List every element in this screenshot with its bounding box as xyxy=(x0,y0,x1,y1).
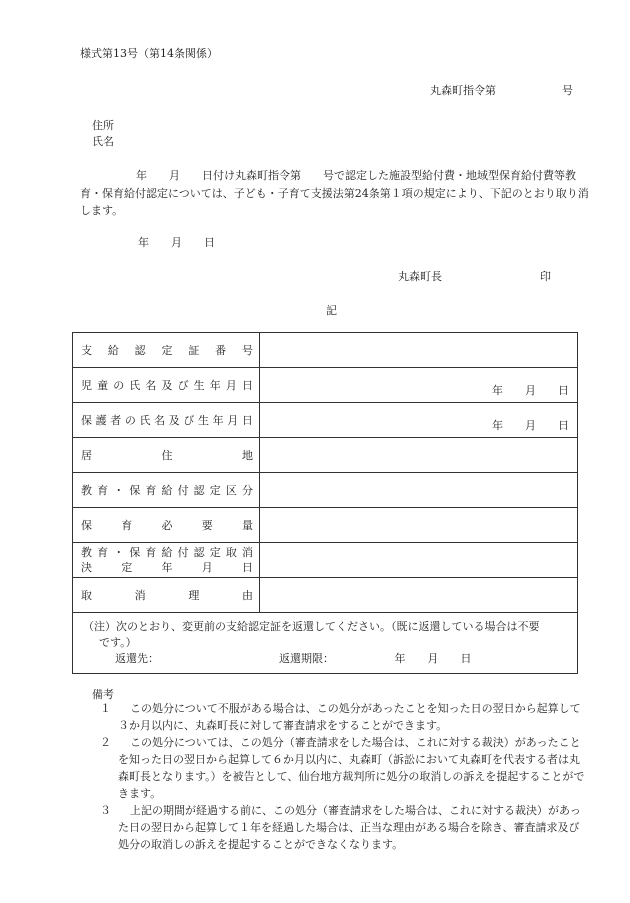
label-char: 取 xyxy=(81,589,92,602)
remark-number: １ xyxy=(100,702,111,715)
row-label-text xyxy=(81,482,253,498)
label-char: 消 xyxy=(241,546,253,559)
birth-date-placeholder: 年 月 日 xyxy=(492,419,569,432)
label-char: 月 xyxy=(225,379,237,392)
recipient-block xyxy=(92,118,114,150)
row-value xyxy=(260,368,578,403)
remark-item xyxy=(100,734,590,802)
label-char: 区 xyxy=(225,484,237,497)
label-char: 護 xyxy=(95,414,107,427)
label-char: 年 xyxy=(212,414,224,427)
table-row xyxy=(73,543,578,578)
label-char: 給 xyxy=(107,344,119,357)
label-char: 認 xyxy=(193,484,205,497)
row-label xyxy=(73,578,260,613)
label-char: 教 xyxy=(81,546,92,559)
label-char: 年 xyxy=(209,379,221,392)
note-line-1: （注）次のとおり、変更前の支給認定証を返還してください。（既に返還している場合は不要 xyxy=(83,620,540,633)
label-char: 及 xyxy=(168,414,180,427)
birth-date-placeholder: 年 月 日 xyxy=(492,384,569,397)
table-row xyxy=(73,403,578,438)
label-char: ・ xyxy=(113,546,125,559)
label-char: の xyxy=(124,414,136,427)
remark-text: この処分について不服がある場合は、この処分があったことを知った日の翌日から起算して３か月以内に、丸森町長に対して審査請求をすることができます。 xyxy=(118,702,581,732)
remarks-list xyxy=(100,700,590,853)
label-char: 生 xyxy=(193,379,205,392)
label-char: び xyxy=(183,414,195,427)
return-deadline-label: 返還期限： 年 月 日 xyxy=(279,652,472,665)
label-char: 名 xyxy=(154,414,166,427)
label-char: 育 xyxy=(97,546,109,559)
label-char: 定 xyxy=(209,484,221,497)
label-char: 名 xyxy=(145,379,157,392)
return-note xyxy=(73,613,578,674)
label-char: 育 xyxy=(97,484,109,497)
label-char: 付 xyxy=(177,546,189,559)
table-row xyxy=(73,438,578,473)
label-char: 定 xyxy=(161,344,173,357)
label-char: ・ xyxy=(113,484,125,497)
row-label-text xyxy=(81,517,253,533)
issuer-title: 丸森町長 xyxy=(398,270,442,283)
label-char: 分 xyxy=(241,484,253,497)
row-label xyxy=(73,438,260,473)
table-row xyxy=(73,578,578,613)
label-char: 児 xyxy=(81,379,92,392)
label-char: 号 xyxy=(241,344,253,357)
label-char: 日 xyxy=(242,561,253,574)
document-number-label: 丸森町指令第 xyxy=(430,84,496,97)
address-label: 住所 xyxy=(92,119,114,132)
row-value xyxy=(260,543,578,578)
label-char: 住 xyxy=(161,449,173,462)
label-char: 及 xyxy=(161,379,173,392)
table-row xyxy=(73,333,578,368)
label-char: び xyxy=(177,379,189,392)
label-char: 由 xyxy=(241,589,253,602)
label-char: 証 xyxy=(188,344,200,357)
note-line-2: です。） xyxy=(99,636,137,649)
return-to-label: 返還先： xyxy=(115,652,159,665)
body-paragraph xyxy=(80,167,590,220)
label-char: 年 xyxy=(161,561,173,574)
row-label-text xyxy=(81,560,253,575)
label-char: 定 xyxy=(121,561,133,574)
label-char: 取 xyxy=(225,546,237,559)
row-label xyxy=(73,543,260,578)
remark-number: ２ xyxy=(100,736,111,749)
document-number-suffix: 号 xyxy=(562,84,573,97)
label-char: 番 xyxy=(215,344,227,357)
label-char: 定 xyxy=(209,546,221,559)
return-info xyxy=(83,651,571,667)
label-char: 保 xyxy=(129,484,141,497)
row-value xyxy=(260,473,578,508)
row-label-text xyxy=(81,342,253,358)
label-char: 育 xyxy=(145,546,157,559)
row-label xyxy=(73,403,260,438)
table-row xyxy=(73,368,578,403)
row-label xyxy=(73,508,260,543)
remark-number: ３ xyxy=(100,804,111,817)
label-char: 付 xyxy=(177,484,189,497)
row-label-text xyxy=(81,412,253,428)
label-char: 必 xyxy=(161,519,173,532)
row-label xyxy=(73,333,260,368)
label-char: の xyxy=(113,379,125,392)
label-char: 月 xyxy=(227,414,239,427)
remark-item xyxy=(100,700,590,734)
certification-table xyxy=(72,332,578,674)
name-label: 氏名 xyxy=(92,135,114,148)
label-char: 認 xyxy=(134,344,146,357)
table-row xyxy=(73,508,578,543)
row-value xyxy=(260,578,578,613)
label-char: 生 xyxy=(198,414,209,427)
label-char: 消 xyxy=(134,589,146,602)
row-label xyxy=(73,368,260,403)
label-char: 氏 xyxy=(139,414,151,427)
label-char: 認 xyxy=(193,546,205,559)
remark-text: この処分については、この処分（審査請求をした場合は、これに対する裁決）があったことを知った日の翌日から起算して６か月以内に、丸森町（訴訟において丸森町を代表する者は丸森町長となります。）を被告として、仙台地方裁判所に処分の取消しの訴えを提起することができます。 xyxy=(118,736,585,800)
label-char: 日 xyxy=(241,379,253,392)
note-row xyxy=(73,613,578,674)
row-label-text xyxy=(81,447,253,463)
label-char: 給 xyxy=(161,546,173,559)
row-value xyxy=(260,508,578,543)
seal-mark: 印 xyxy=(540,270,551,283)
label-char: 保 xyxy=(129,546,141,559)
label-char: 者 xyxy=(110,414,122,427)
label-char: 氏 xyxy=(129,379,141,392)
label-char: 居 xyxy=(81,449,92,462)
label-char: 教 xyxy=(81,484,92,497)
label-char: 日 xyxy=(241,414,253,427)
label-char: 決 xyxy=(81,561,92,574)
label-char: 量 xyxy=(242,519,253,532)
remark-text: 上記の期間が経過する前に、この処分（審査請求をした場合は、これに対する裁決）があった日の翌日から起算して１年を経過した場合は、正当な理由がある場合を除き、審査請求及び処分の取消しの訴えを提起することができなくなります。 xyxy=(118,804,581,851)
row-label-text xyxy=(81,587,253,603)
label-char: 要 xyxy=(201,519,213,532)
row-label-text xyxy=(81,545,253,560)
row-label xyxy=(73,473,260,508)
table-row xyxy=(73,473,578,508)
remarks-title: 備考 xyxy=(92,688,114,701)
remark-item xyxy=(100,802,590,853)
label-char: 理 xyxy=(188,589,200,602)
label-char: 月 xyxy=(201,561,213,574)
label-char: 童 xyxy=(97,379,109,392)
label-char: 給 xyxy=(161,484,173,497)
label-char: 支 xyxy=(81,344,92,357)
label-char: 育 xyxy=(145,484,157,497)
issue-date: 年 月 日 xyxy=(138,236,215,249)
label-char: 地 xyxy=(242,449,253,462)
body-paragraph-text: 年 月 日付け丸森町指令第 号で認定した施設型給付費・地域型保育給付費等教育・保育給付認定については、子ども・子育て支援法第24条第１項の規定により、下記のとおり取り消します。 xyxy=(80,169,589,217)
row-label-text xyxy=(81,377,253,393)
row-value xyxy=(260,333,578,368)
row-value xyxy=(260,438,578,473)
ki-heading: 記 xyxy=(326,304,337,317)
row-value xyxy=(260,403,578,438)
label-char: 育 xyxy=(121,519,133,532)
label-char: 保 xyxy=(81,414,92,427)
form-id: 様式第13号（第14条関係） xyxy=(80,47,218,60)
document-number xyxy=(430,82,573,98)
label-char: 保 xyxy=(81,519,92,532)
